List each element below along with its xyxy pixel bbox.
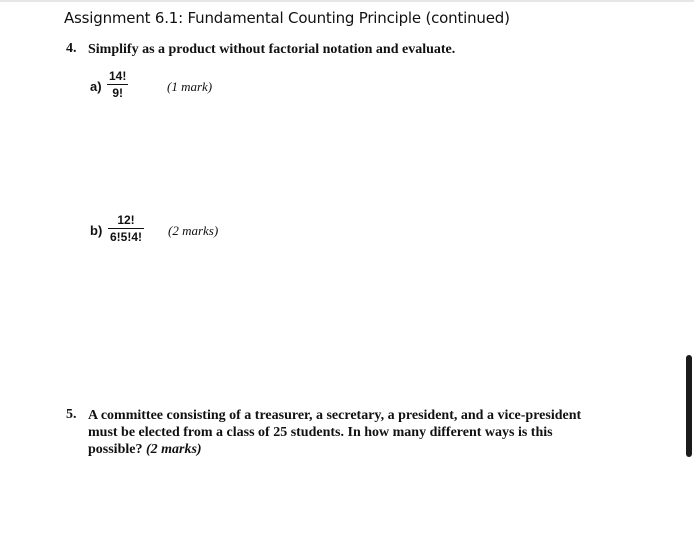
- part-a-fraction: [107, 69, 128, 100]
- part-b-fraction: [108, 213, 144, 244]
- scrollbar[interactable]: [686, 355, 692, 457]
- part-b-label: b): [90, 223, 103, 238]
- question-5-line-2: must be elected from a class of 25 students. In how many different ways is this: [88, 425, 553, 440]
- question-5-line-3: possible?: [88, 442, 143, 457]
- part-a-numerator: 14!: [109, 69, 127, 83]
- part-a-denominator: 9!: [112, 86, 123, 100]
- part-b-denominator: 6!5!4!: [110, 230, 143, 244]
- question-5-number: 5.: [66, 407, 77, 422]
- assignment-title: Assignment 6.1: Fundamental Counting Principle (continued): [64, 9, 510, 27]
- part-b-marks: (2 marks): [168, 223, 219, 238]
- question-5-marks: (2 marks): [145, 442, 202, 457]
- question-4-number: 4.: [66, 41, 77, 56]
- top-divider: [0, 0, 694, 2]
- part-a-marks: (1 mark): [167, 79, 213, 94]
- part-a-label: a): [90, 79, 102, 94]
- question-4-text: Simplify as a product without factorial notation and evaluate.: [88, 42, 456, 57]
- part-b-numerator: 12!: [117, 213, 135, 227]
- question-5-text: [88, 407, 581, 458]
- question-5-line-1: A committee consisting of a treasurer, a secretary, a president, and a vice-president: [88, 408, 582, 423]
